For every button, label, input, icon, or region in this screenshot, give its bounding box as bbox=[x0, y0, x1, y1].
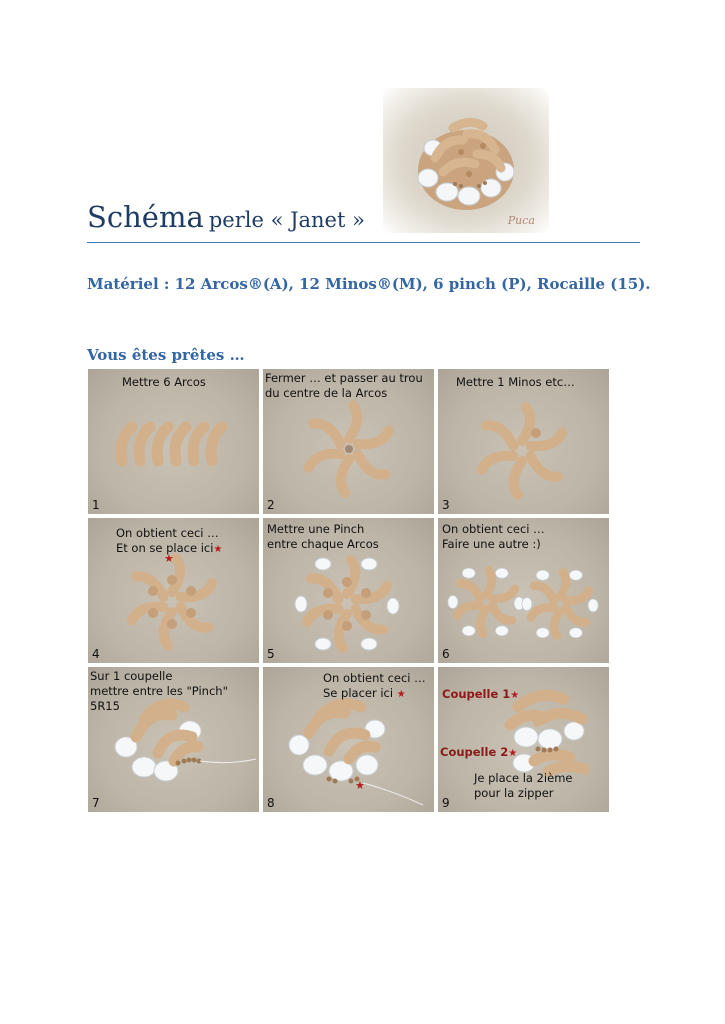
svg-text:★: ★ bbox=[355, 779, 365, 792]
step-4-caption bbox=[116, 526, 222, 557]
step-2-caption: Fermer … et passer au trou du centre de la Arcos bbox=[265, 371, 423, 400]
step-5-number: 5 bbox=[267, 647, 275, 661]
step-6-caption: On obtient ceci … Faire une autre :) bbox=[442, 522, 545, 551]
step-2-photo bbox=[263, 369, 434, 514]
step-9-number: 9 bbox=[442, 796, 450, 810]
svg-text:★: ★ bbox=[164, 552, 174, 565]
title-sub: perle « Janet » bbox=[208, 208, 365, 232]
material-list: Matériel : 12 Arcos®(A), 12 Minos®(M), 6 pinch (P), Rocaille (15). bbox=[87, 275, 651, 293]
arcos-minos-illustration bbox=[438, 369, 609, 514]
step-8-number: 8 bbox=[267, 796, 275, 810]
step-6-number: 6 bbox=[442, 647, 450, 661]
coupelle-2-text: Coupelle 2 bbox=[440, 745, 509, 759]
star-icon: ★ bbox=[396, 689, 406, 700]
arcos-row-illustration bbox=[88, 369, 259, 514]
step-7-number: 7 bbox=[92, 796, 100, 810]
page-title bbox=[87, 200, 365, 234]
step-5-caption: Mettre une Pinch entre chaque Arcos bbox=[267, 522, 379, 551]
step-9-photo bbox=[438, 667, 609, 812]
star-icon: ★ bbox=[510, 690, 520, 701]
step-4-caption-text: On obtient ceci … Et on se place ici bbox=[116, 526, 219, 555]
hero-watermark: Puca bbox=[507, 214, 535, 227]
step-1-photo bbox=[88, 369, 259, 514]
step-4-photo bbox=[88, 518, 259, 663]
step-3-caption: Mettre 1 Minos etc… bbox=[456, 375, 575, 389]
steps-grid bbox=[88, 369, 609, 812]
step-3-photo bbox=[438, 369, 609, 514]
step-1-caption: Mettre 6 Arcos bbox=[122, 375, 206, 389]
step-4-number: 4 bbox=[92, 647, 100, 661]
coupelle-1-text: Coupelle 1 bbox=[442, 687, 511, 701]
intro-heading: Vous êtes prêtes … bbox=[87, 346, 245, 364]
finished-bead-illustration bbox=[383, 88, 549, 233]
title-main: Schéma bbox=[87, 200, 204, 234]
hero-bead-photo bbox=[383, 88, 549, 233]
star-icon: ★ bbox=[508, 748, 518, 759]
step-8-caption-text: On obtient ceci … Se placer ici bbox=[323, 671, 426, 700]
step-9-caption: Je place la 2ième pour la zipper bbox=[474, 771, 573, 800]
coupelle-2-label bbox=[440, 745, 517, 761]
step-5-photo bbox=[263, 518, 434, 663]
step-2-number: 2 bbox=[267, 498, 275, 512]
step-7-caption: Sur 1 coupelle mettre entre les "Pinch" 5R15 bbox=[90, 669, 228, 713]
step-1-number: 1 bbox=[92, 498, 100, 512]
step-7-photo bbox=[88, 667, 259, 812]
title-underline bbox=[87, 242, 640, 243]
star-icon: ★ bbox=[213, 544, 223, 555]
step-3-number: 3 bbox=[442, 498, 450, 512]
coupelle-1-label bbox=[442, 687, 519, 703]
step-8-caption bbox=[323, 671, 426, 702]
step-8-photo bbox=[263, 667, 434, 812]
step-6-photo bbox=[438, 518, 609, 663]
